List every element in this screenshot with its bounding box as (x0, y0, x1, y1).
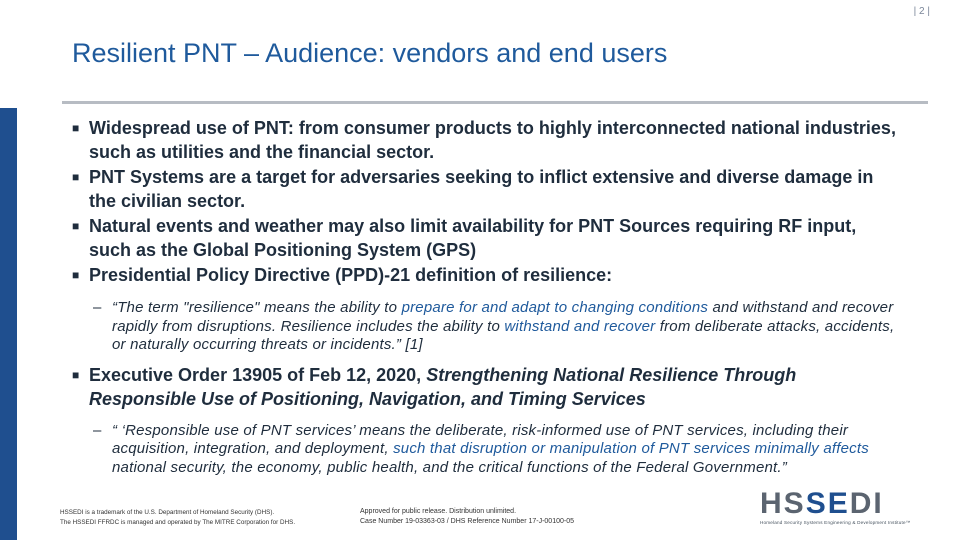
bullet-item (70, 165, 900, 213)
square-bullet-icon: ■ (72, 367, 80, 382)
footer-line: HSSEDI is a trademark of the U.S. Department of Homeland Security (DHS). (60, 509, 275, 516)
quote-text: “ ‘Responsible use of PNT services’ means the deliberate, risk-informed use of PNT services, including their acquisition, integration, and deployment, (112, 421, 849, 457)
title-divider (62, 101, 928, 104)
quote-text: national security, the economy, public health, and the critical functions of the Federal Government.” (112, 458, 787, 476)
footer-approval (360, 507, 574, 527)
quote-text: and withstand and recover rapidly from disruptions. Resilience includes the ability to (112, 299, 894, 335)
executive-order-title: Strengthening National Resilience Through Responsible Use of Positioning, Navigation, and Timing Services (89, 364, 797, 409)
footer-trademark (60, 508, 295, 527)
page-number: | 2 | (913, 6, 930, 17)
bullet-text: Presidential Policy Directive (PPD)-21 definition of resilience: (89, 265, 613, 285)
hssedi-logo (760, 488, 930, 532)
bullet-text: PNT Systems are a target for adversaries seeking to inflict extensive and diverse damage in the civilian sector. (89, 167, 874, 211)
dash-marker: – (93, 421, 102, 439)
eo13905-quote (70, 422, 900, 478)
bullet-item (70, 214, 900, 262)
logo-tagline: Homeland Security Systems Engineering & Development Institute™ (760, 520, 911, 525)
square-bullet-icon: ■ (72, 219, 80, 233)
bullet-text: Natural events and weather may also limit availability for PNT Sources requiring RF input, such as the Global Positioning System (GPS) (89, 216, 857, 260)
footer-line: Approved for public release. Distribution unlimited. (360, 508, 517, 515)
left-accent-bar (0, 108, 17, 540)
ppd21-quote (70, 299, 900, 355)
quote-text: from deliberate attacks, accidents, or naturally occurring threats or incidents.” [1] (112, 317, 895, 353)
square-bullet-icon: ■ (72, 268, 80, 282)
dash-marker: – (93, 299, 102, 316)
slide-title: Resilient PNT – Audience: vendors and end users (72, 38, 668, 68)
bullet-text: Executive Order 13905 of Feb 12, 2020, (89, 364, 427, 385)
square-bullet-icon: ■ (72, 170, 80, 184)
quote-text: “The term "resilience" means the ability to (112, 299, 402, 316)
quote-highlight: prepare for and adapt to changing conditions (401, 299, 709, 316)
bullet-text: Widespread use of PNT: from consumer products to highly interconnected national industries, such as utilities and the financial sector. (89, 118, 896, 162)
quote-highlight: such that disruption or manipulation of PNT services minimally affects (393, 440, 869, 457)
square-bullet-icon: ■ (72, 121, 80, 135)
footer-line: The HSSEDI FFRDC is managed and operated by The MITRE Corporation for DHS. (60, 518, 296, 526)
bullet-item (70, 263, 900, 287)
logo-wordmark: HSSEDI (760, 487, 884, 520)
bullet-item (70, 363, 900, 411)
bullet-item (70, 116, 900, 164)
slide-body (70, 116, 900, 477)
quote-highlight: withstand and recover (504, 317, 656, 335)
footer-line: Case Number 19-03363-03 / DHS Reference Number 17-J-00100-05 (360, 518, 574, 525)
